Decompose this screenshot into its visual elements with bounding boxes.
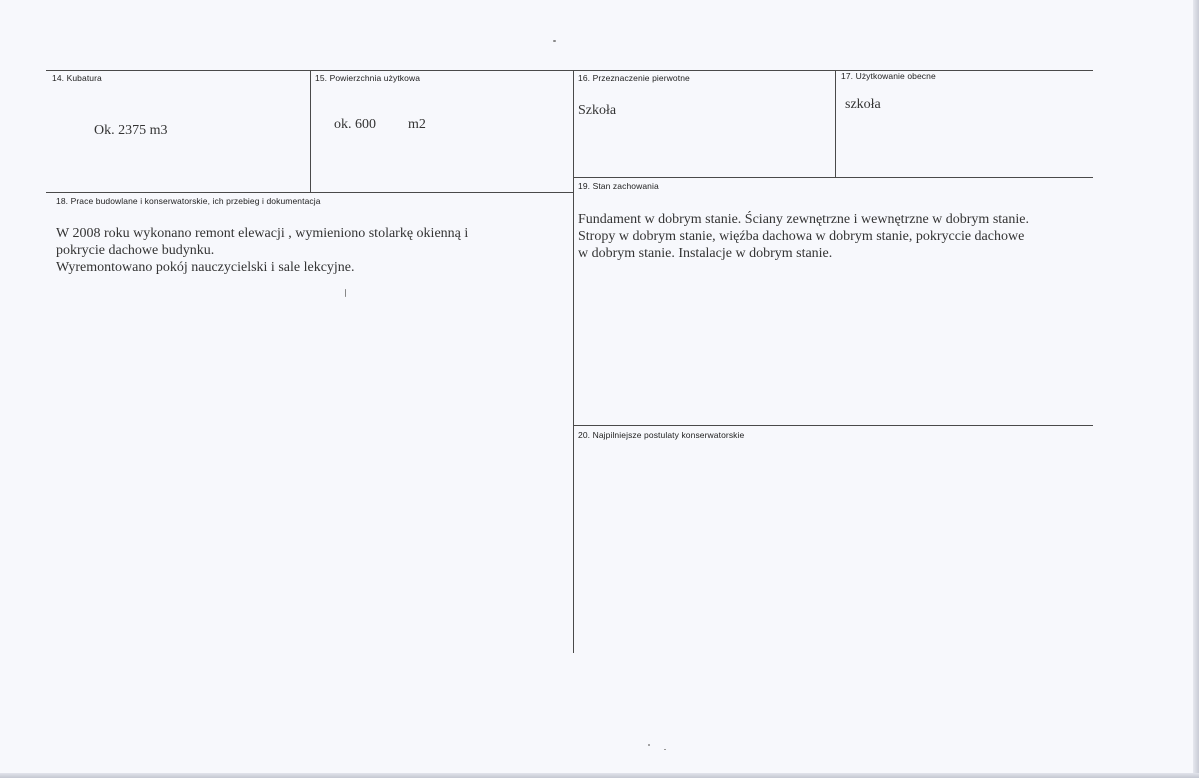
row-divider-20 <box>573 425 1093 426</box>
scan-speck <box>664 749 666 750</box>
powierzchnia-label: 15. Powierzchnia użytkowa <box>315 73 421 83</box>
postulaty-label: 20. Najpilniejsze postulaty konserwatorskie <box>578 430 745 440</box>
row-divider-19 <box>573 177 1093 178</box>
powierzchnia-unit: m2 <box>408 117 426 132</box>
stan-line: w dobrym stanie. Instalacje w dobrym stanie. <box>578 246 833 261</box>
row-divider-18 <box>46 192 573 193</box>
scan-edge-bottom <box>0 773 1199 778</box>
kubatura-value: Ok. 2375 m3 <box>94 123 168 138</box>
col-divider-17 <box>835 70 836 177</box>
prace-label: 18. Prace budowlane i konserwatorskie, ich przebieg i dokumentacja <box>56 196 321 206</box>
powierzchnia-value: ok. 600 <box>334 117 376 132</box>
scan-edge-right <box>1193 0 1199 778</box>
uzytkowanie-label: 17. Użytkowanie obecne <box>841 71 936 81</box>
stan-line: Fundament w dobrym stanie. Ściany zewnętrzne i wewnętrzne w dobrym stanie. <box>578 212 1029 227</box>
prace-text <box>56 225 468 276</box>
stan-label: 19. Stan zachowania <box>578 181 659 191</box>
scan-speck <box>345 289 346 297</box>
stan-text <box>578 211 1029 262</box>
uzytkowanie-value: szkoła <box>845 97 881 112</box>
scan-speck <box>648 744 650 746</box>
prace-line: Wyremontowano pokój nauczycielski i sale lekcyjne. <box>56 260 355 275</box>
prace-line: W 2008 roku wykonano remont elewacji , wymieniono stolarkę okienną i <box>56 226 469 241</box>
stan-line: Stropy w dobrym stanie, więźba dachowa w dobrym stanie, pokryccie dachowe <box>578 229 1025 244</box>
prace-line: pokrycie dachowe budynku. <box>56 243 215 258</box>
kubatura-label: 14. Kubatura <box>52 73 102 83</box>
przeznaczenie-label: 16. Przeznaczenie pierwotne <box>578 73 690 83</box>
col-divider-15 <box>310 70 311 192</box>
przeznaczenie-value: Szkoła <box>578 103 617 118</box>
col-divider-main <box>573 70 574 653</box>
scan-speck <box>553 40 556 42</box>
